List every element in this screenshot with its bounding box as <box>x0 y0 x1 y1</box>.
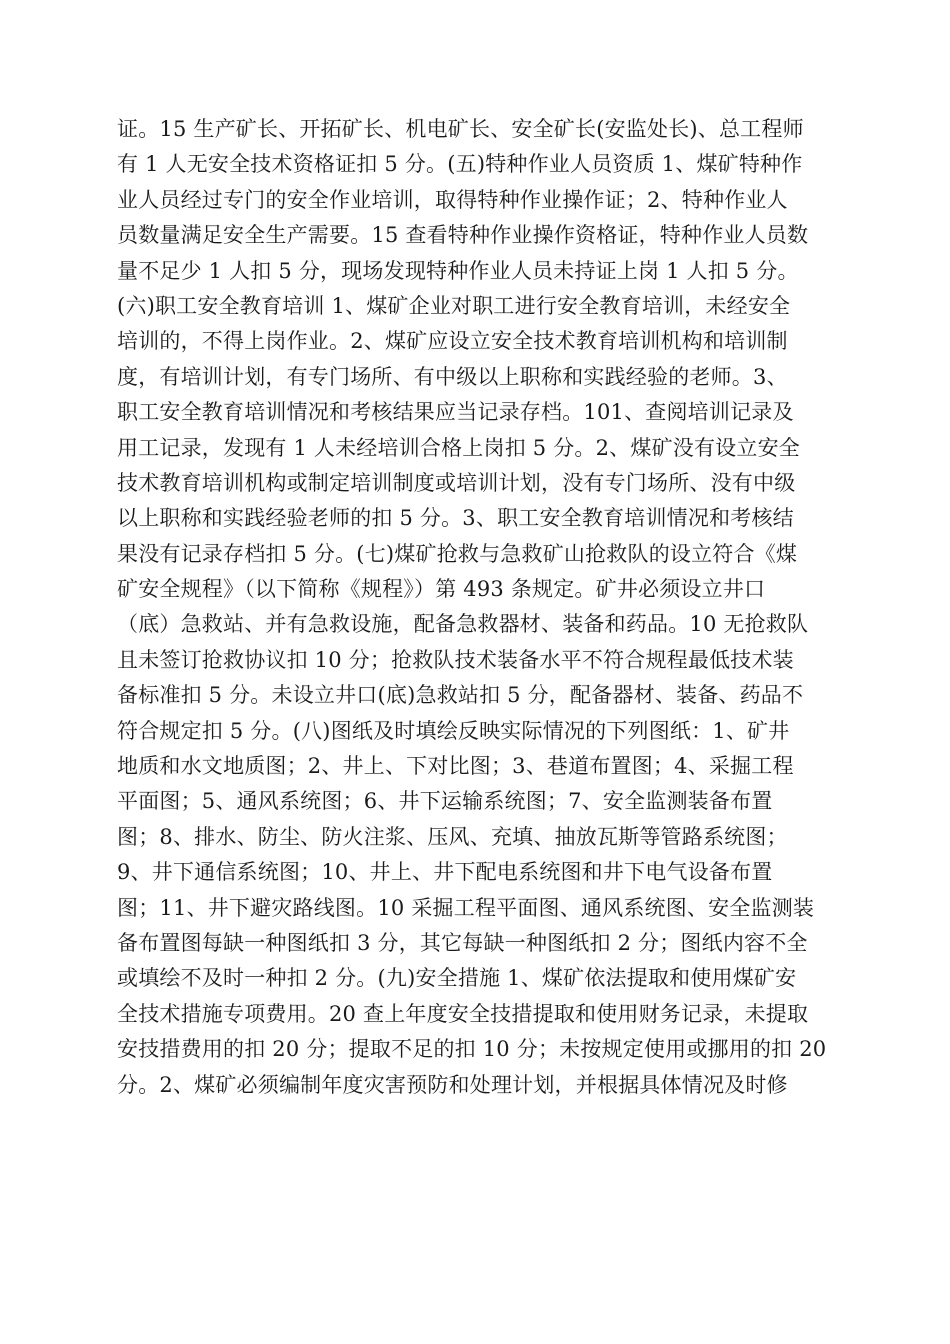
text-line: 图；11、井下避灾路线图。10 采掘工程平面图、通风系统图、安全监测装 <box>117 895 815 920</box>
text-line: 地质和水文地质图；2、井上、下对比图；3、巷道布置图；4、采掘工程 <box>117 754 794 779</box>
text-line: 用工记录，发现有 1 人未经培训合格上岗扣 5 分。2、煤矿没有设立安全 <box>117 435 800 460</box>
text-line: 技术教育培训机构或制定培训制度或培训计划，没有专门场所、没有中级 <box>117 470 796 495</box>
text-line: 矿安全规程》（以下简称《规程》）第 493 条规定。矿井必须设立井口 <box>117 577 766 602</box>
text-line: 果没有记录存档扣 5 分。(七)煤矿抢救与急救矿山抢救队的设立符合《煤 <box>117 541 798 566</box>
text-line: 全技术措施专项费用。20 查上年度安全技措提取和使用财务记录，未提取 <box>117 1001 809 1026</box>
text-line: 备布置图每缺一种图纸扣 3 分，其它每缺一种图纸扣 2 分；图纸内容不全 <box>117 930 808 955</box>
text-line: 图；8、排水、防尘、防火注浆、压风、充填、抽放瓦斯等管路系统图； <box>117 824 788 849</box>
text-line: 有 1 人无安全技术资格证扣 5 分。(五)特种作业人员资质 1、煤矿特种作 <box>117 152 803 177</box>
text-line: 备标准扣 5 分。未设立井口(底)急救站扣 5 分，配备器材、装备、药品不 <box>117 683 804 708</box>
text-line: 员数量满足安全生产需要。15 查看特种作业操作资格证，特种作业人员数 <box>117 223 809 248</box>
text-line: (六)职工安全教育培训 1、煤矿企业对职工进行安全教育培训，未经安全 <box>117 293 791 318</box>
text-line: 度，有培训计划，有专门场所、有中级以上职称和实践经验的老师。3、 <box>117 364 788 389</box>
text-line: 分。2、煤矿必须编制年度灾害预防和处理计划，并根据具体情况及时修 <box>117 1072 788 1097</box>
text-line: 9、井下通信系统图；10、井上、井下配电系统图和井下电气设备布置 <box>117 860 773 885</box>
text-line: 职工安全教育培训情况和考核结果应当记录存档。101、查阅培训记录及 <box>117 400 794 425</box>
text-line: 培训的，不得上岗作业。2、煤矿应设立安全技术教育培训机构和培训制 <box>117 329 788 354</box>
text-line: 符合规定扣 5 分。(八)图纸及时填绘反映实际情况的下列图纸：1、矿井 <box>117 718 790 743</box>
text-line: 或填绘不及时一种扣 2 分。(九)安全措施 1、煤矿依法提取和使用煤矿安 <box>117 966 797 991</box>
document-body <box>117 112 837 1103</box>
text-line: 量不足少 1 人扣 5 分，现场发现特种作业人员未持证上岗 1 人扣 5 分。 <box>117 258 799 283</box>
text-line: 且未签订抢救协议扣 10 分；抢救队技术装备水平不符合规程最低技术装 <box>117 647 794 672</box>
text-line: （底）急救站、并有急救设施，配备急救器材、装备和药品。10 无抢救队 <box>117 612 809 637</box>
text-line: 安技措费用的扣 20 分；提取不足的扣 10 分；未按规定使用或挪用的扣 20 <box>117 1037 827 1062</box>
text-line: 业人员经过专门的安全作业培训，取得特种作业操作证；2、特种作业人 <box>117 187 788 212</box>
text-line: 以上职称和实践经验老师的扣 5 分。3、职工安全教育培训情况和考核结 <box>117 506 794 531</box>
text-line: 平面图；5、通风系统图；6、井下运输系统图；7、安全监测装备布置 <box>117 789 773 814</box>
text-line: 证。15 生产矿长、开拓矿长、机电矿长、安全矿长(安监处长)、总工程师 <box>117 117 804 141</box>
